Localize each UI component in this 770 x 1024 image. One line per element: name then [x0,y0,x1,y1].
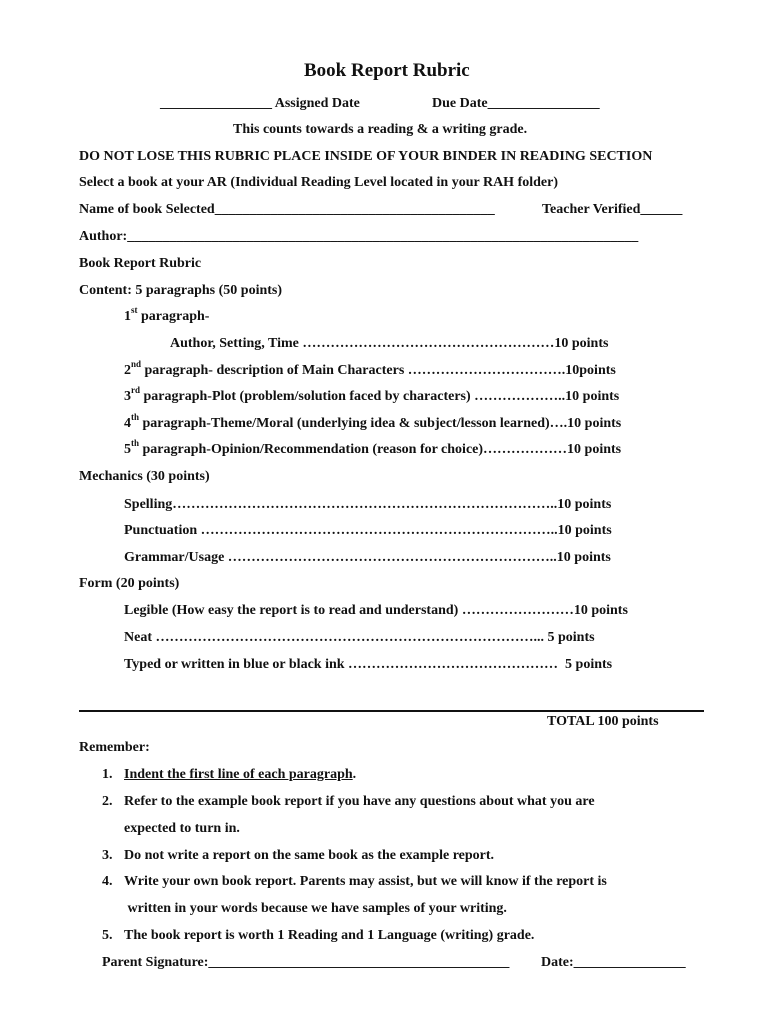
paragraph-4-row: 4th paragraph-Theme/Moral (underlying idea & subject/lesson learned)….10 points [124,412,622,431]
remember-item-4-number: 4. [102,874,113,889]
signature-date-field[interactable]: Date:________________ [541,955,686,970]
remember-item-2-number: 2. [102,794,113,809]
remember-item-1: Indent the first line of each paragraph. [124,767,357,782]
remember-heading: Remember: [79,740,150,755]
total-divider [79,710,704,712]
spelling-row: Spelling………………………………………………………………………..10 points [124,497,612,512]
ink-row: Typed or written in blue or black ink ……………………………………… 5 points [124,657,613,672]
remember-item-1-number: 1. [102,767,113,782]
remember-item-2: Refer to the example book report if you have any questions about what you are [124,794,595,809]
select-book-instruction: Select a book at your AR (Individual Reading Level located in your RAH folder) [79,175,559,190]
legible-row: Legible (How easy the report is to read and understand) ……………………10 points [124,603,628,618]
remember-item-4-continued: written in your words because we have samples of your writing. [124,901,507,916]
author-field[interactable]: Author:_________________________________________________________________________ [79,229,639,244]
assigned-date-field[interactable]: ________________ Assigned Date [160,96,360,111]
content-heading: Content: 5 paragraphs (50 points) [79,283,283,298]
remember-item-3-number: 3. [102,848,113,863]
paragraph-1-detail: Author, Setting, Time ………………………………………………10 points [170,336,609,351]
paragraph-2-row: 2nd paragraph- description of Main Characters …………………………….10points [124,359,616,378]
due-date-field[interactable]: Due Date________________ [432,96,600,111]
rubric-heading: Book Report Rubric [79,256,202,271]
total-points: TOTAL 100 points [547,714,659,729]
grade-note: This counts towards a reading & a writing grade. [233,122,528,137]
remember-item-4: Write your own book report. Parents may assist, but we will know if the report is [124,874,607,889]
paragraph-3-row: 3rd paragraph-Plot (problem/solution faced by characters) ………………..10 points [124,385,620,404]
paragraph-1-label: 1st paragraph- [124,305,210,324]
binder-warning: DO NOT LOSE THIS RUBRIC PLACE INSIDE OF YOUR BINDER IN READING SECTION [79,149,653,164]
book-name-field[interactable]: Name of book Selected________________________________________ [79,202,495,217]
remember-item-5: The book report is worth 1 Reading and 1 Language (writing) grade. [124,928,535,943]
remember-item-3: Do not write a report on the same book as the example report. [124,848,495,863]
parent-signature-field[interactable]: Parent Signature:___________________________________________ [102,955,510,970]
form-heading: Form (20 points) [79,576,180,591]
remember-item-5-number: 5. [102,928,113,943]
neat-row: Neat ………………………………………………………………………... 5 points [124,630,595,645]
mechanics-heading: Mechanics (30 points) [79,469,210,484]
paragraph-5-row: 5th paragraph-Opinion/Recommendation (reason for choice)………………10 points [124,438,622,457]
teacher-verified-field[interactable]: Teacher Verified______ [542,202,683,217]
remember-item-2-continued: expected to turn in. [124,821,240,836]
grammar-row: Grammar/Usage ……………………………………………………………..10 points [124,550,611,565]
page-title: Book Report Rubric [304,60,470,81]
punctuation-row: Punctuation …………………………………………………………………..10 points [124,523,612,538]
